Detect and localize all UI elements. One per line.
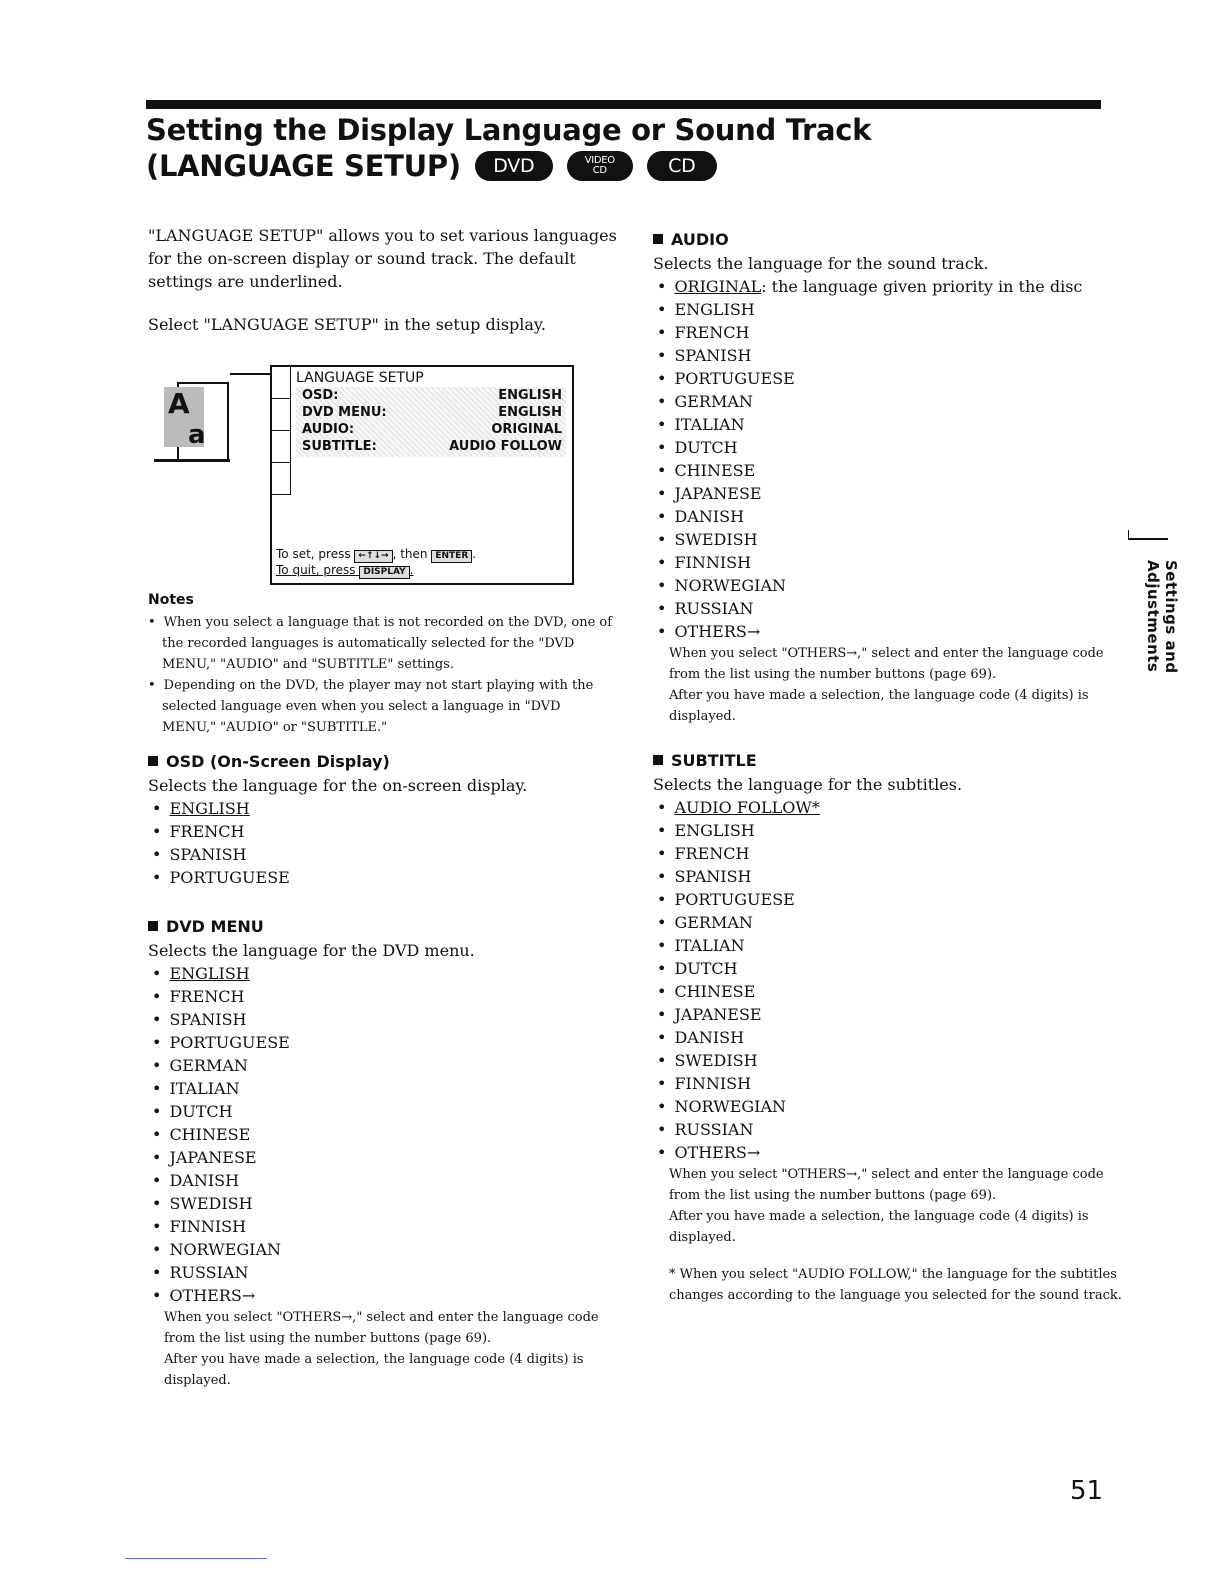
square-bullet-icon <box>148 921 158 931</box>
list-item: • NORWEGIAN <box>653 1095 1123 1118</box>
list-item: • DUTCH <box>148 1100 618 1123</box>
setup-screen <box>270 365 574 585</box>
list-item: • FRENCH <box>148 985 618 1008</box>
osd-heading: OSD (On-Screen Display) <box>148 750 618 774</box>
language-setup-icon <box>150 365 230 465</box>
setup-display-figure <box>150 365 575 587</box>
menu-row: SUBTITLE: AUDIO FOLLOW <box>302 439 562 454</box>
list-item: • CHINESE <box>653 980 1123 1003</box>
list-item: • FINNISH <box>653 551 1123 574</box>
notes-heading: Notes <box>148 592 194 608</box>
audio-description: Selects the language for the sound track. <box>653 254 989 273</box>
list-item: • SPANISH <box>653 865 1123 888</box>
title-line-2: (LANGUAGE SETUP) <box>146 149 461 183</box>
audio-language-list <box>653 275 1123 643</box>
square-bullet-icon <box>148 756 158 766</box>
video-cd-badge-bottom: CD <box>592 165 607 176</box>
list-item: • OTHERS→ <box>653 620 1123 643</box>
top-rule <box>146 100 1101 109</box>
list-item: • FRENCH <box>653 321 1123 344</box>
menu-row: DVD MENU: ENGLISH <box>302 405 562 420</box>
list-item: • SWEDISH <box>653 1049 1123 1072</box>
list-item: • GERMAN <box>653 911 1123 934</box>
list-item: • ENGLISH <box>653 298 1123 321</box>
list-item: • OTHERS→ <box>148 1284 618 1307</box>
list-item <box>148 797 618 820</box>
display-key-icon: DISPLAY <box>359 566 409 579</box>
menu-tabs <box>272 367 292 495</box>
video-cd-badge <box>567 151 633 181</box>
footer-line <box>125 1558 267 1559</box>
list-item: • DANISH <box>148 1169 618 1192</box>
list-item: • PORTUGUESE <box>148 1031 618 1054</box>
menu-tab <box>272 463 291 495</box>
list-item: • FRENCH <box>148 820 618 843</box>
list-item: • JAPANESE <box>653 482 1123 505</box>
list-item: • CHINESE <box>653 459 1123 482</box>
default-setting: AUDIO FOLLOW* <box>674 798 820 817</box>
connector-line <box>230 373 272 375</box>
note-item: • Depending on the DVD, the player may not start playing with the selected language even when you select a language in "DVD MENU," "AUDIO" or "SUBTITLE." <box>148 675 618 738</box>
dvd-menu-language-list <box>148 962 618 1307</box>
list-item: • SPANISH <box>148 843 618 866</box>
list-item: • DUTCH <box>653 436 1123 459</box>
audio-others-note-2: After you have made a selection, the language code (4 digits) is displayed. <box>669 688 1089 724</box>
list-item: • RUSSIAN <box>653 597 1123 620</box>
list-item: • GERMAN <box>148 1054 618 1077</box>
video-cd-badge-top: VIDEO <box>584 155 615 166</box>
intro-instruction: Select "LANGUAGE SETUP" in the setup display. <box>148 315 546 334</box>
list-item: • DANISH <box>653 1026 1123 1049</box>
list-item: • ITALIAN <box>653 413 1123 436</box>
note-item: • When you select a language that is not recorded on the DVD, one of the recorded languages is automatically selected for the "DVD MENU," "AUDIO" and "SUBTITLE" settings. <box>148 612 618 675</box>
side-tab-rule <box>1128 538 1168 540</box>
list-item: • PORTUGUESE <box>653 367 1123 390</box>
list-item: • ITALIAN <box>653 934 1123 957</box>
subtitle-description: Selects the language for the subtitles. <box>653 775 963 794</box>
enter-key-icon: ENTER <box>431 550 472 563</box>
list-item: • ENGLISH <box>653 819 1123 842</box>
dvd-menu-others-note: When you select "OTHERS→," select and enter the language code from the list using the number buttons (page 69). <box>164 1310 599 1346</box>
notes-list <box>148 612 618 738</box>
square-bullet-icon <box>653 234 663 244</box>
list-item <box>653 796 1123 819</box>
square-bullet-icon <box>653 755 663 765</box>
right-column <box>653 224 1123 1306</box>
menu-row: OSD: ENGLISH <box>302 388 562 403</box>
svg-text:a: a <box>188 420 206 450</box>
dvd-menu-description: Selects the language for the DVD menu. <box>148 941 475 960</box>
list-item: • SWEDISH <box>653 528 1123 551</box>
audio-others-note: When you select "OTHERS→," select and enter the language code from the list using the number buttons (page 69). <box>669 646 1104 682</box>
dvd-menu-heading: DVD MENU <box>148 915 618 939</box>
menu-tab <box>272 431 291 463</box>
list-item: • CHINESE <box>148 1123 618 1146</box>
list-item: • GERMAN <box>653 390 1123 413</box>
list-item: • ORIGINAL: the language given priority in the disc <box>653 275 1123 298</box>
list-item: • FINNISH <box>148 1215 618 1238</box>
subtitle-footnote: * When you select "AUDIO FOLLOW," the language for the subtitles changes according to the language you selected for the sound track. <box>669 1267 1122 1303</box>
menu-title: LANGUAGE SETUP <box>296 370 424 386</box>
section-side-tab <box>1126 560 1180 790</box>
list-item: • RUSSIAN <box>653 1118 1123 1141</box>
screen-hint <box>276 547 476 579</box>
list-item: • NORWEGIAN <box>148 1238 618 1261</box>
menu-tab <box>272 399 291 431</box>
list-item: • PORTUGUESE <box>653 888 1123 911</box>
dvd-badge: DVD <box>475 151 553 181</box>
menu-row: AUDIO: ORIGINAL <box>302 422 562 437</box>
list-item: • JAPANESE <box>148 1146 618 1169</box>
page-number: 51 <box>1070 1476 1104 1506</box>
list-item: • JAPANESE <box>653 1003 1123 1026</box>
intro-text: "LANGUAGE SETUP" allows you to set various languages for the on-screen display or sound track. The default settings are underlined. <box>148 226 617 291</box>
subtitle-others-note-2: After you have made a selection, the language code (4 digits) is displayed. <box>669 1209 1089 1245</box>
osd-description: Selects the language for the on-screen display. <box>148 776 528 795</box>
list-item: • SWEDISH <box>148 1192 618 1215</box>
list-item: • RUSSIAN <box>148 1261 618 1284</box>
osd-language-list <box>148 797 618 889</box>
list-item: • ITALIAN <box>148 1077 618 1100</box>
audio-heading: AUDIO <box>653 228 1123 252</box>
list-item: • FRENCH <box>653 842 1123 865</box>
list-item: • NORWEGIAN <box>653 574 1123 597</box>
menu-rows <box>296 387 566 457</box>
list-item: • PORTUGUESE <box>148 866 618 889</box>
list-item: • OTHERS→ <box>653 1141 1123 1164</box>
list-item: • SPANISH <box>148 1008 618 1031</box>
list-item: • DUTCH <box>653 957 1123 980</box>
subtitle-others-note: When you select "OTHERS→," select and enter the language code from the list using the number buttons (page 69). <box>669 1167 1104 1203</box>
dvd-menu-others-note-2: After you have made a selection, the language code (4 digits) is displayed. <box>164 1352 584 1388</box>
svg-text:A: A <box>168 387 190 420</box>
subtitle-heading: SUBTITLE <box>653 749 1123 773</box>
default-setting: ENGLISH <box>169 964 250 983</box>
list-item: • SPANISH <box>653 344 1123 367</box>
cd-badge: CD <box>647 151 717 181</box>
side-tab-label: Settings and Adjustments <box>1144 560 1180 674</box>
list-item: • FINNISH <box>653 1072 1123 1095</box>
list-item <box>148 962 618 985</box>
arrow-keys-icon: ←↑↓→ <box>354 550 392 563</box>
default-setting: ORIGINAL <box>674 277 762 296</box>
set-hint: To set, press ←↑↓→ , then ENTER . <box>276 547 477 561</box>
default-setting: ENGLISH <box>169 799 250 818</box>
page-title <box>146 112 871 184</box>
menu-tab <box>272 367 291 399</box>
title-line-1: Setting the Display Language or Sound Track <box>146 113 872 147</box>
list-item: • DANISH <box>653 505 1123 528</box>
quit-hint: To quit, press DISPLAY . <box>276 563 414 577</box>
subtitle-language-list <box>653 796 1123 1164</box>
